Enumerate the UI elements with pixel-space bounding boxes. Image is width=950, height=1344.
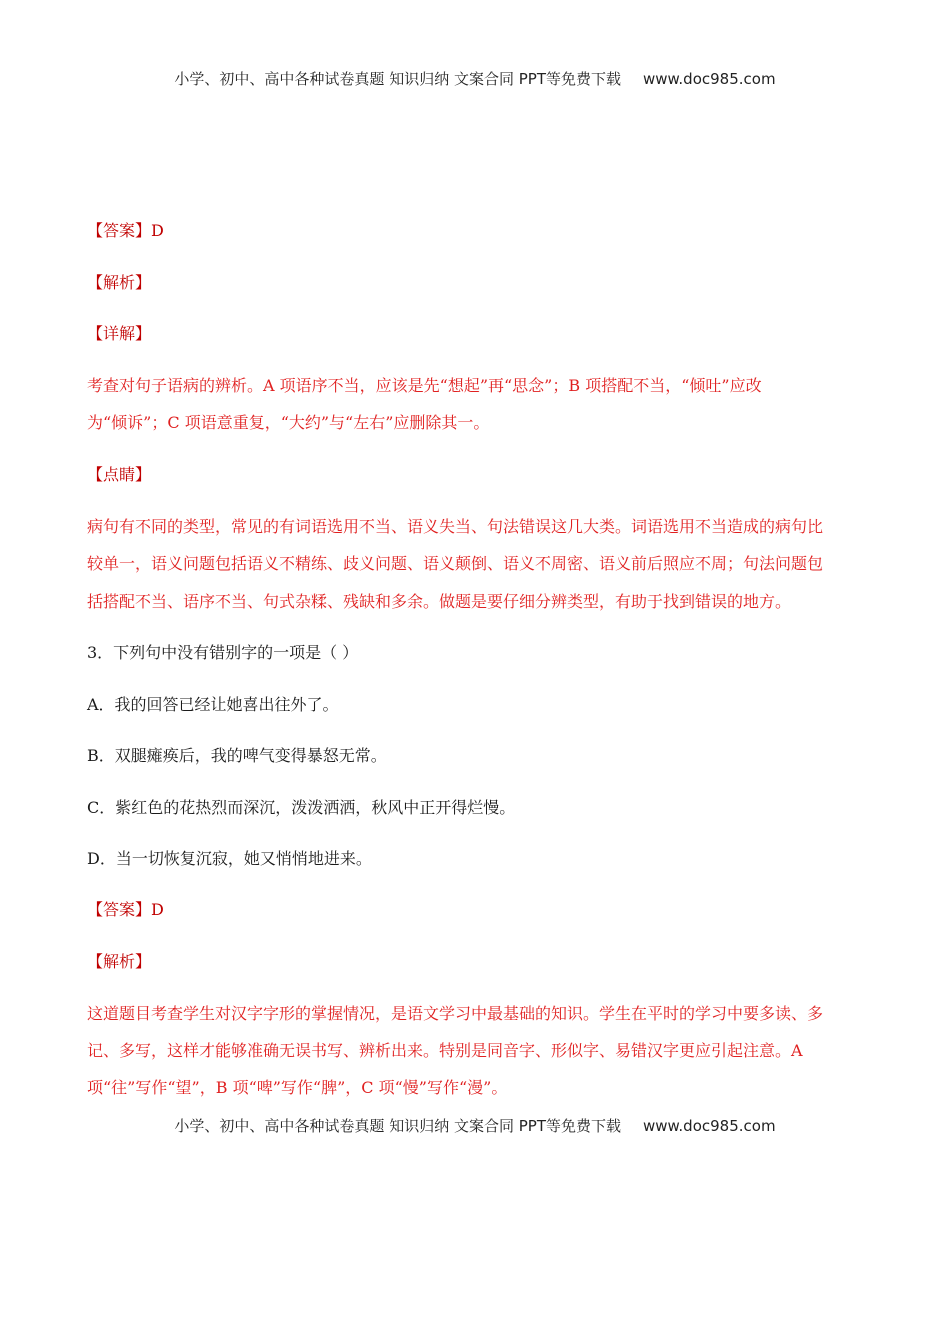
answer-label-1: 【答案】: [87, 221, 152, 240]
question-3-option-c: C．紫红色的花热烈而深沉，泼泼洒洒，秋风中正开得烂慢。: [87, 798, 516, 817]
detail-line-1: 考查对句子语病的辨析。A 项语序不当，应该是先“想起”再“思念”；B 项搭配不当，“倾吐”应改: [87, 376, 762, 395]
page-footer: [0, 1115, 950, 1136]
answer-value-2: D: [151, 900, 164, 919]
question-3-option-d: D．当一切恢复沉寂，她又悄悄地进来。: [87, 849, 372, 868]
analysis-label-2: 【解析】: [87, 952, 152, 971]
answer-value-1: D: [151, 221, 164, 240]
tip-line-3: 括搭配不当、语序不当、句式杂糅、残缺和多余。做题是要仔细分辨类型，有助于找到错误的地方。: [87, 592, 792, 611]
analysis-line-2: 记、多写，这样才能够准确无误书写、辨析出来。特别是同音字、形似字、易错汉字更应引起注意。A: [87, 1041, 803, 1060]
tip-line-2: 较单一，语义问题包括语义不精练、歧义问题、语义颠倒、语义不周密、语义前后照应不周；句法问题包: [87, 554, 824, 573]
detail-label: 【详解】: [87, 324, 152, 343]
question-3-option-a: A．我的回答已经让她喜出往外了。: [87, 695, 339, 714]
tip-label: 【点睛】: [87, 465, 152, 484]
answer-line-1: [87, 220, 164, 242]
answer-line-2: [87, 899, 164, 921]
page-header: [0, 68, 950, 89]
footer-text: 小学、初中、高中各种试卷真题 知识归纳 文案合同 PPT等免费下载: [174, 1117, 621, 1135]
header-text: 小学、初中、高中各种试卷真题 知识归纳 文案合同 PPT等免费下载: [174, 70, 621, 88]
footer-site-link[interactable]: www.doc985.com: [642, 1117, 776, 1135]
question-3-option-b: B．双腿瘫痪后，我的啤气变得暴怒无常。: [87, 746, 387, 765]
tip-line-1: 病句有不同的类型，常见的有词语选用不当、语义失当、句法错误这几大类。词语选用不当造成的病句比: [87, 517, 824, 536]
detail-line-2: 为“倾诉”；C 项语意重复，“大约”与“左右”应删除其一。: [87, 413, 490, 432]
header-site-link[interactable]: www.doc985.com: [642, 70, 776, 88]
question-3-stem: 3．下列句中没有错别字的一项是（ ）: [87, 643, 359, 662]
analysis-line-3: 项“往”写作“望”，B 项“啤”写作“脾”，C 项“慢”写作“漫”。: [87, 1078, 508, 1097]
analysis-label-1: 【解析】: [87, 273, 152, 292]
answer-label-2: 【答案】: [87, 900, 152, 919]
analysis-line-1: 这道题目考查学生对汉字字形的掌握情况，是语文学习中最基础的知识。学生在平时的学习中要多读、多: [87, 1004, 824, 1023]
